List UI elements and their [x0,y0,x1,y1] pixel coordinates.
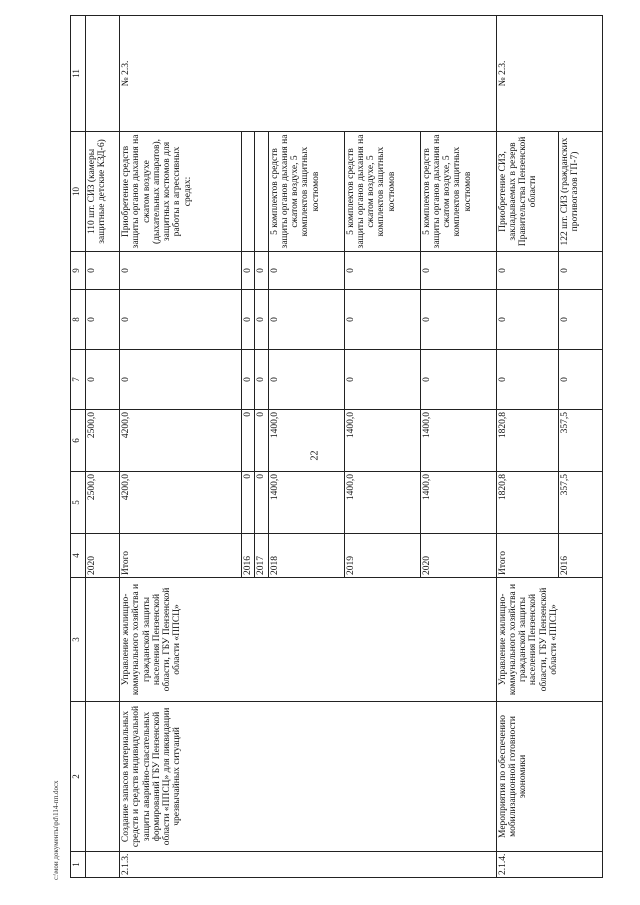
value-cell: 0 [255,290,268,350]
year-cell: 2020 [420,534,496,578]
value-cell: 0 [558,252,602,290]
table-cell [86,578,120,702]
item-number: 2.1.4. [496,852,602,878]
result-cell: 122 шт. СИЗ (гражданских противогазов ГП-7) [558,132,602,252]
page-number: 22 [309,450,321,461]
value-cell: 0 [496,252,558,290]
item-name: Мероприятия по обеспечению мобилизационной готовности экономики [496,702,602,852]
value-cell: 1820,8 [496,410,558,472]
year-cell: 2016 [558,534,602,578]
year-cell: 2018 [268,534,344,578]
header-cell: 9 [71,252,86,290]
value-cell: 0 [344,252,420,290]
value-cell: 0 [344,290,420,350]
value-cell: 1400,0 [420,472,496,534]
year-cell: Итого [496,534,558,578]
value-cell: 1820,8 [496,472,558,534]
result-cell: 110 шт. СИЗ (камеры защитные детские КЗД-6) [86,132,120,252]
value-cell: 2500,0 [86,410,120,472]
value-cell: 0 [496,350,558,410]
value-cell: 0 [242,472,255,534]
year-cell: 2017 [255,534,268,578]
value-cell: 1400,0 [420,410,496,472]
table-row [120,16,242,878]
value-cell: 357,5 [558,472,602,534]
value-cell: 0 [255,252,268,290]
value-cell: 4200,0 [120,410,242,472]
value-cell: 0 [242,252,255,290]
value-cell: 0 [255,472,268,534]
table-row [496,16,558,878]
result-cell: 5 комплектов средств защиты органов дыхания на сжатом воздухе, 5 комплектов защитных костюмов [344,132,420,252]
value-cell: 0 [120,290,242,350]
value-cell: 0 [420,350,496,410]
value-cell: 0 [242,410,255,472]
header-cell: 1 [71,852,86,878]
reference-cell: № 2.3. [496,16,602,132]
header-cell: 6 [71,410,86,472]
result-cell: 5 комплектов средств защиты органов дыхания на сжатом воздухе, 5 комплектов защитных костюмов [420,132,496,252]
result-cell [242,132,255,252]
value-cell: 0 [268,252,344,290]
value-cell: 0 [86,252,120,290]
table-cell [86,16,120,132]
value-cell: 0 [558,350,602,410]
value-cell: 0 [558,290,602,350]
value-cell: 0 [496,290,558,350]
value-cell: 1400,0 [268,472,344,534]
rotated-table-sheet [70,16,580,878]
table-row [86,16,120,878]
item-executor: Управление жилищно-коммунального хозяйства и гражданской защиты населения Пензенской области, ГБУ Пензенской области «ППСЦ» [120,578,497,702]
header-cell: 7 [71,350,86,410]
program-table [70,15,603,878]
header-cell: 4 [71,534,86,578]
table-cell [86,702,120,852]
year-cell: 2016 [242,534,255,578]
year-cell: 2020 [86,534,120,578]
year-cell: 2019 [344,534,420,578]
value-cell: 1400,0 [344,472,420,534]
item-number: 2.1.3. [120,852,497,878]
value-cell: 0 [255,350,268,410]
reference-cell: № 2.3. [120,16,497,132]
value-cell: 0 [255,410,268,472]
value-cell: 0 [242,290,255,350]
result-cell: 5 комплектов средств защиты органов дыхания на сжатом воздухе, 5 комплектов защитных костюмов [268,132,344,252]
value-cell: 0 [268,350,344,410]
result-cell: Приобретение средств защиты органов дыхания на сжатом воздухе (дыхательных аппаратов), защитных костюмов для работы в агрессивных средах: [120,132,242,252]
value-cell: 0 [86,290,120,350]
item-executor: Управление жилищно-коммунального хозяйства и гражданской защиты населения Пензенской области, ГБУ Пензенской области «ППСЦ» [496,578,602,702]
header-cell: 3 [71,578,86,702]
year-cell: Итого [120,534,242,578]
value-cell: 1400,0 [344,410,420,472]
header-cell: 5 [71,472,86,534]
header-cell: 10 [71,132,86,252]
value-cell: 1400,0 [268,410,344,472]
value-cell: 0 [268,290,344,350]
value-cell: 0 [242,350,255,410]
header-cell: 2 [71,702,86,852]
value-cell: 0 [344,350,420,410]
header-cell: 11 [71,16,86,132]
table-cell [86,852,120,878]
header-row [71,16,86,878]
value-cell: 2500,0 [86,472,120,534]
value-cell: 0 [86,350,120,410]
value-cell: 0 [420,290,496,350]
result-cell: Приобретение СИЗ, закладываемых в резерв Правительства Пензенской области [496,132,558,252]
result-cell [255,132,268,252]
value-cell: 0 [120,252,242,290]
file-path-footer: c:\мои документы\pd\114-пп.docx [52,780,60,880]
value-cell: 4200,0 [120,472,242,534]
value-cell: 0 [120,350,242,410]
value-cell: 0 [420,252,496,290]
header-cell: 8 [71,290,86,350]
item-name: Создание запасов материальных средств и средств индивидуальной защиты аварийно-спасательных формирований ГБУ Пензенской области «ППСЦ» для ликвидации чрезвычайных ситуаций [120,702,497,852]
value-cell: 357,5 [558,410,602,472]
